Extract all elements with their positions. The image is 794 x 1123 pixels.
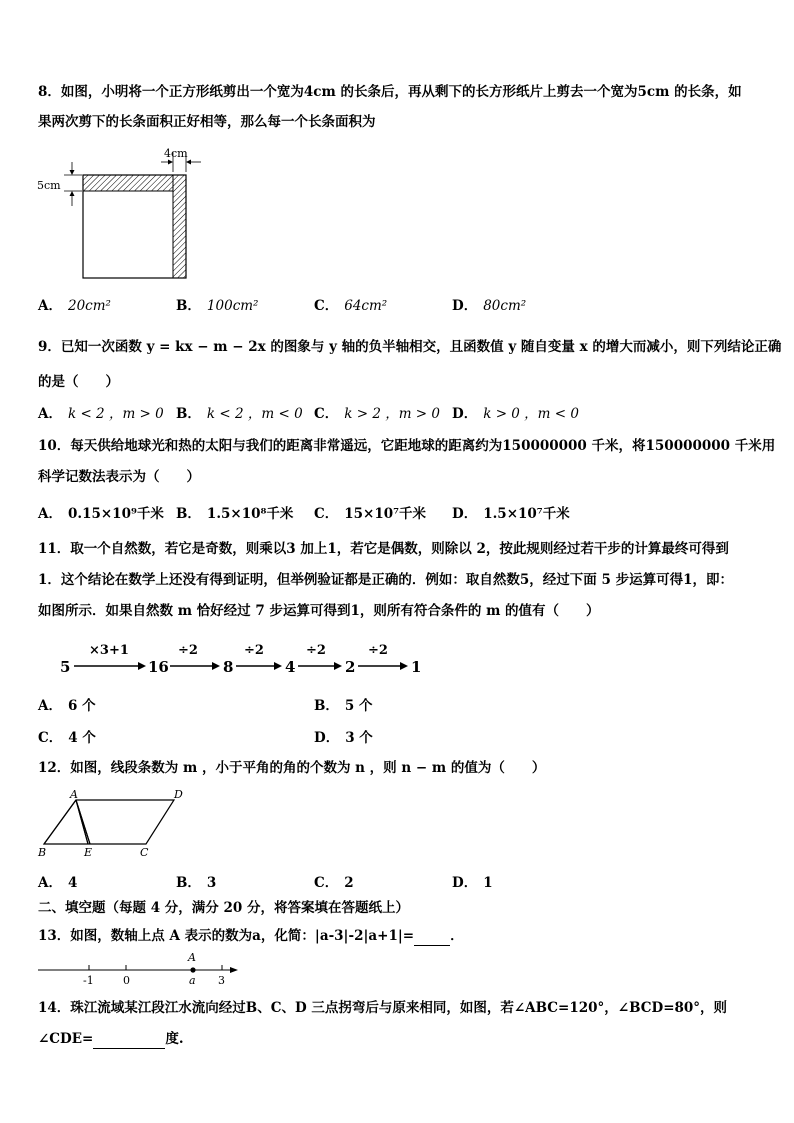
segment-ae [76, 800, 90, 844]
q8-text-line1: 8．如图，小明将一个正方形纸剪出一个宽为4cm 的长条后，再从剩下的长方形纸片上剪去一个宽为5cm 的长条，如 [38, 84, 742, 100]
chain-op-2: ÷2 [178, 643, 198, 658]
point-d-label: D [174, 788, 183, 801]
q12-option-d[interactable]: D． 1 [452, 875, 493, 891]
q10-option-d[interactable]: D． 1.5×10⁷千米 [452, 506, 570, 522]
q12-option-c[interactable]: C． 2 [314, 875, 354, 891]
q14-text-line2: ∠CDE= 度. [38, 1031, 184, 1047]
q14-text-line1: 14．珠江流域某江段江水流向经过B、C、D 三点拐弯后与原来相同，如图，若∠ABC=120°，∠BCD=80°，则 [38, 1000, 728, 1016]
q12-option-a[interactable]: A． 4 [38, 875, 78, 891]
axis-point-a: A [188, 951, 196, 964]
q8-text-line2: 果两次剪下的长条面积正好相等，那么每一个长条面积为 [38, 114, 376, 130]
q10-text-line1: 10．每天供给地球光和热的太阳与我们的距离非常遥远，它距地球的距离约为150000000 千米，将150000000 千米用 [38, 438, 776, 454]
q11-text-line3: 如图所示．如果自然数 m 恰好经过 7 步运算可得到1，则所有符合条件的 m 的值有（ ） [38, 603, 600, 619]
q9-option-c[interactable]: C． k > 2 ，m > 0 [314, 406, 440, 422]
q11-option-d[interactable]: D． 3 个 [314, 730, 373, 746]
chain-num-2: 2 [345, 658, 356, 676]
q12-parallelogram-figure [34, 788, 194, 860]
q9-option-a[interactable]: A． k < 2 ，m > 0 [38, 406, 164, 422]
chain-num-16: 16 [148, 658, 169, 676]
chain-num-8: 8 [223, 658, 234, 676]
point-a-label: A [70, 788, 78, 801]
q9-text-line2: 的是（ ） [38, 374, 119, 390]
q11-option-c[interactable]: C． 4 个 [38, 730, 96, 746]
q10-option-a[interactable]: A． 0.15×10⁹千米 [38, 506, 164, 522]
q10-option-b[interactable]: B． 1.5×10⁸千米 [176, 506, 294, 522]
point-c-label: C [140, 846, 149, 859]
q13-number-line [36, 950, 246, 992]
axis-label-0: 0 [123, 974, 130, 987]
chain-op-1: ×3+1 [89, 643, 129, 658]
section2-title: 二、填空题（每题 4 分，满分 20 分，将答案填在答题纸上） [38, 900, 409, 916]
q8-label-5cm: 5cm [37, 179, 61, 192]
axis-label-neg1: -1 [83, 974, 94, 987]
q11-option-b[interactable]: B． 5 个 [314, 698, 373, 714]
chain-op-4: ÷2 [306, 643, 326, 658]
point-b-label: B [38, 846, 47, 859]
point-e-label: E [84, 846, 93, 859]
q8-option-a[interactable]: A． 20cm² [38, 298, 111, 314]
axis-label-3: 3 [218, 974, 225, 987]
q11-text-line1: 11．取一个自然数，若它是奇数，则乘以3 加上1，若它是偶数，则除以 2，按此规则经过若干步的计算最终可得到 [38, 541, 729, 557]
q9-option-d[interactable]: D． k > 0 ，m < 0 [452, 406, 579, 422]
q13-text-line1: 13．如图，数轴上点 A 表示的数为a，化简：|a-3|-2|a+1|= ． [38, 928, 464, 944]
chain-num-5: 5 [60, 658, 71, 676]
chain-num-1: 1 [411, 658, 422, 676]
q8-option-d[interactable]: D． 80cm² [452, 298, 527, 314]
q12-option-b[interactable]: B． 3 [176, 875, 217, 891]
q9-option-b[interactable]: B． k < 2 ，m < 0 [176, 406, 303, 422]
q10-option-c[interactable]: C． 15×10⁷千米 [314, 506, 427, 522]
chain-op-5: ÷2 [368, 643, 388, 658]
chain-op-3: ÷2 [244, 643, 264, 658]
q8-square-figure [36, 142, 206, 282]
q11-option-a[interactable]: A． 6 个 [38, 698, 96, 714]
q10-text-line2: 科学记数法表示为（ ） [38, 469, 200, 485]
q8-label-4cm: 4cm [164, 147, 188, 160]
axis-point-var: a [189, 974, 196, 987]
q8-option-c[interactable]: C． 64cm² [314, 298, 388, 314]
q11-arrow-chain [58, 640, 428, 680]
q13-answer-blank[interactable] [414, 927, 450, 946]
q12-text-line1: 12．如图，线段条数为 m ，小于平角的角的个数为 n ，则 n − m 的值为（ ） [38, 760, 546, 776]
q8-option-b[interactable]: B． 100cm² [176, 298, 259, 314]
q9-text-line1: 9．已知一次函数 y = kx − m − 2x 的图象与 y 轴的负半轴相交，且函数值 y 随自变量 x 的增大而减小，则下列结论正确 [38, 339, 782, 355]
chain-num-4: 4 [285, 658, 296, 676]
q14-answer-blank[interactable] [93, 1030, 165, 1049]
q11-text-line2: 1．这个结论在数学上还没有得到证明，但举例验证都是正确的．例如：取自然数5，经过下面 5 步运算可得1，即： [38, 572, 733, 588]
